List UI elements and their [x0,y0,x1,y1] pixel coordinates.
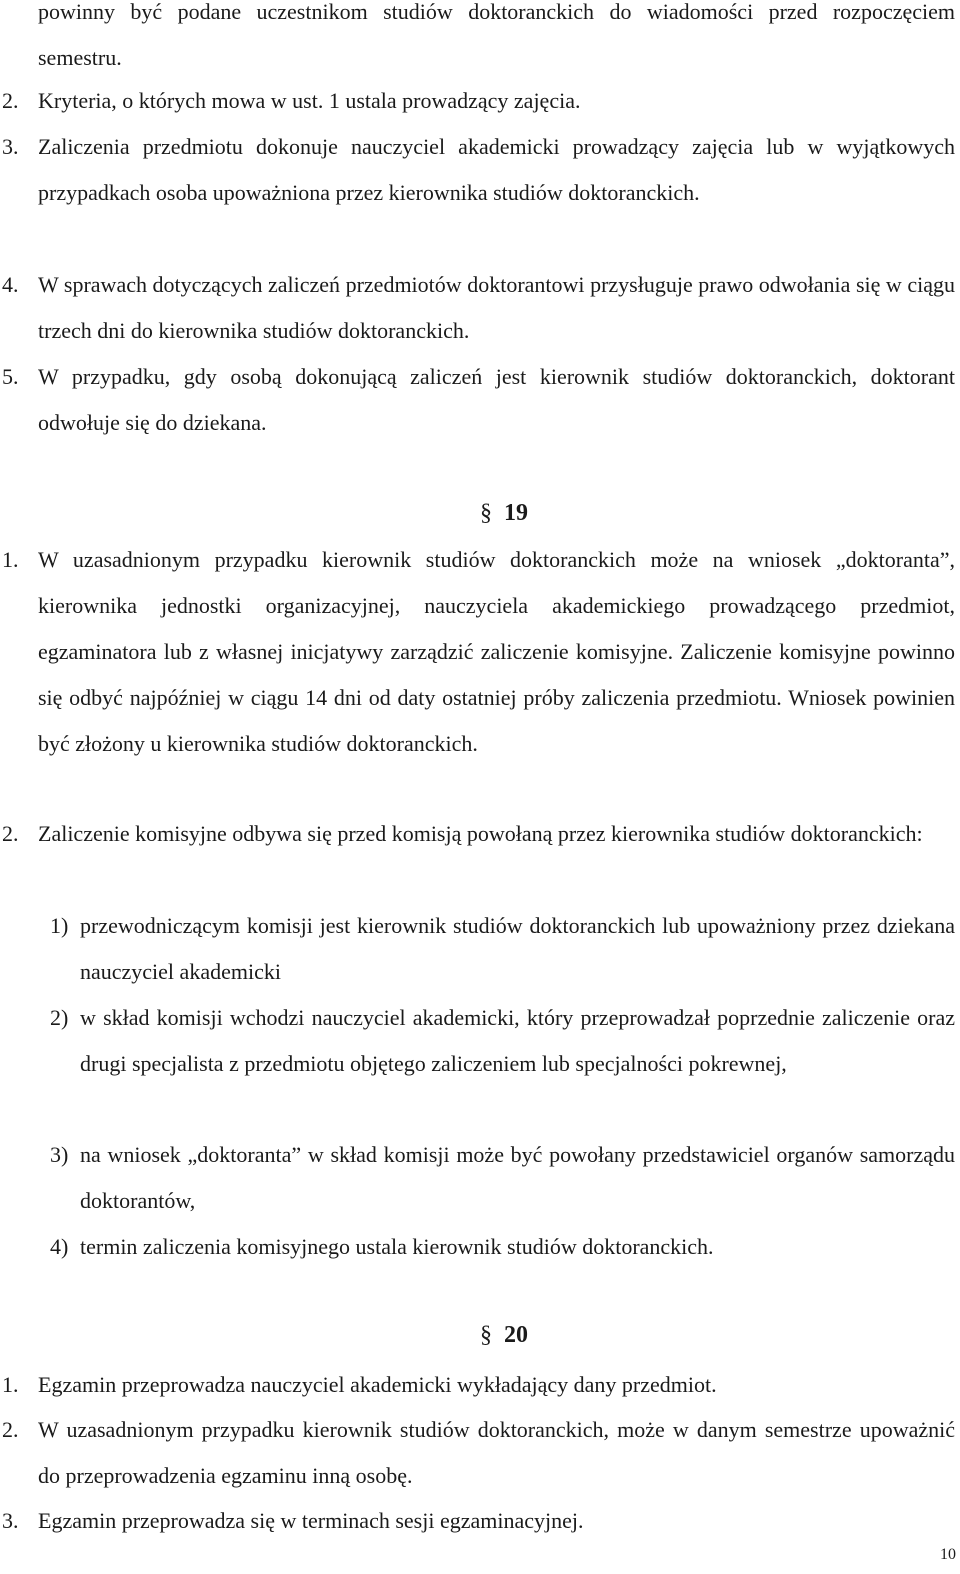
subitem: w skład komisji wchodzi nauczyciel akademicki, który przeprowadzał poprzednie zaliczenie oraz drugi specjalista z przedmiotu objętego zaliczeniem lub specjalności pokrewnej, [80,1005,955,1076]
list-item: W przypadku, gdy osobą dokonującą zaliczeń jest kierownik studiów doktoranckich, doktorant odwołuje się do dziekana. [38,364,955,435]
subitem: termin zaliczenia komisyjnego ustala kierownik studiów doktoranckich. [80,1234,714,1259]
list-item: Kryteria, o których mowa w ust. 1 ustala prowadzący zajęcia. [38,88,581,113]
subitem-number: 3) [50,1142,69,1167]
list-item: Egzamin przeprowadza się w terminach sesji egzaminacyjnej. [38,1508,584,1533]
list-item: W uzasadnionym przypadku kierownik studiów doktoranckich, może w danym semestrze upoważnić do przeprowadzenia egzaminu inną osobę. [38,1417,955,1488]
item-number: 2. [2,88,19,113]
page-number: 10 [940,1546,956,1563]
subitem-number: 2) [50,1005,69,1030]
section-number: 19 [504,500,528,526]
section-sign: § [480,1322,492,1348]
item-number: 5. [2,364,19,389]
list-item: Zaliczenie komisyjne odbywa się przed komisją powołaną przez kierownika studiów doktoranckich: [38,821,923,846]
item-number: 4. [2,272,19,297]
list-item: W sprawach dotyczących zaliczeń przedmiotów doktorantowi przysługuje prawo odwołania się w ciągu trzech dni do kierownika studiów doktoranckich. [38,272,955,343]
section-heading [24,500,960,527]
item-number: 1. [2,1372,19,1397]
item-number: 1. [2,547,19,572]
list-item: W uzasadnionym przypadku kierownik studiów doktoranckich może na wniosek „doktoranta”, kierownika jednostki organizacyjnej, nauczyciela akademickiego prowadzącego przedmiot, egzaminatora lub z własnej inicjatywy zarządzić zaliczenie komisyjne. Zaliczenie komisyjne powinno się odbyć najpóźniej w ciągu 14 dni od daty ostatniej próby zaliczenia przedmiotu. Wniosek powinien być złożony u kierownika studiów doktoranckich. [38,547,955,756]
subitem: na wniosek „doktoranta” w skład komisji może być powołany przedstawiciel organów samorządu doktorantów, [80,1142,955,1213]
subitem-number: 4) [50,1234,69,1259]
section-sign: § [480,500,492,526]
item-number: 3. [2,1508,19,1533]
subitem: przewodniczącym komisji jest kierownik studiów doktoranckich lub upoważniony przez dziekana nauczyciel akademicki [80,913,955,984]
item-number: 2. [2,821,19,846]
section-heading [24,1322,960,1349]
list-item: Egzamin przeprowadza nauczyciel akademicki wykładający dany przedmiot. [38,1372,717,1397]
section-number: 20 [504,1322,528,1348]
subitem-number: 1) [50,913,69,938]
item-number: 2. [2,1417,19,1442]
list-item: Zaliczenia przedmiotu dokonuje nauczyciel akademicki prowadzący zajęcia lub w wyjątkowych przypadkach osoba upoważniona przez kierownika studiów doktoranckich. [38,134,955,205]
item-number: 3. [2,134,19,159]
continuation-paragraph: powinny być podane uczestnikom studiów doktoranckich do wiadomości przed rozpoczęciem semestru. [38,0,955,70]
